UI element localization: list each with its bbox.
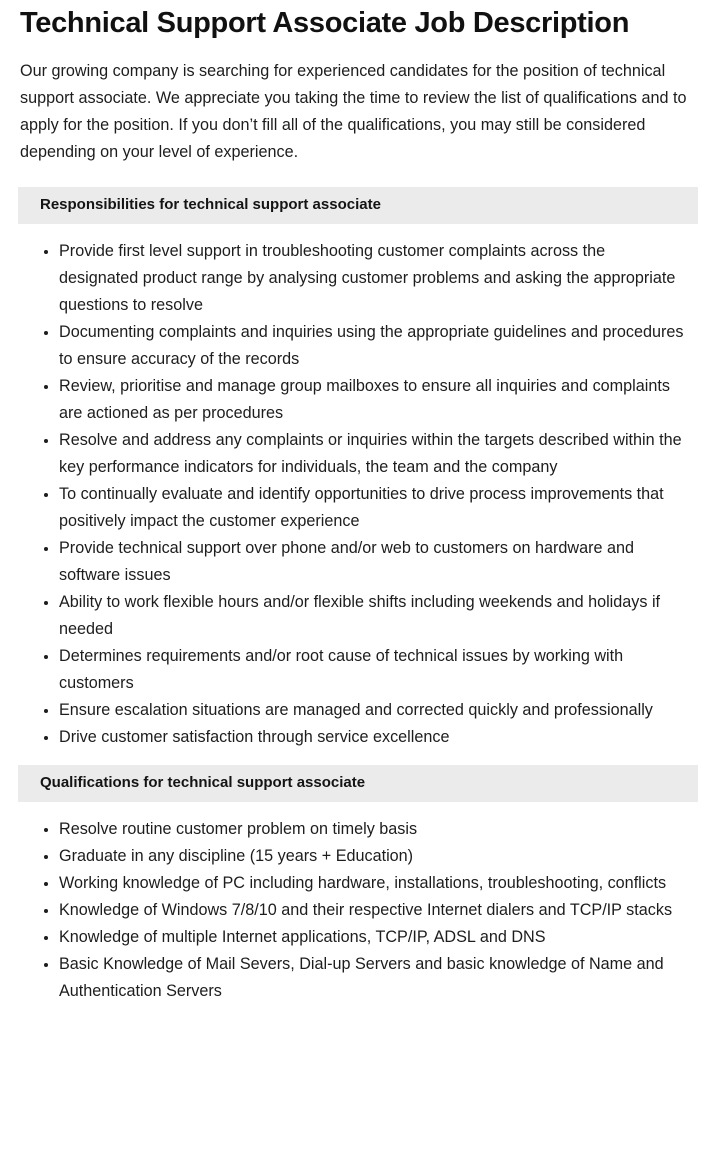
list-item: Knowledge of Windows 7/8/10 and their respective Internet dialers and TCP/IP stacks (59, 897, 688, 924)
responsibilities-list (0, 224, 720, 751)
qualifications-list (0, 802, 720, 1005)
list-item: Provide technical support over phone and/or web to customers on hardware and software issues (59, 535, 688, 589)
list-item: Provide first level support in troubleshooting customer complaints across the designated product range by analysing customer problems and asking the appropriate questions to resolve (59, 238, 688, 319)
page-title: Technical Support Associate Job Description (20, 7, 630, 39)
list-item: Determines requirements and/or root cause of technical issues by working with customers (59, 643, 688, 697)
section-heading-band-responsibilities (18, 187, 698, 224)
list-item: Documenting complaints and inquiries using the appropriate guidelines and procedures to ensure accuracy of the records (59, 319, 688, 373)
list-item: Graduate in any discipline (15 years + Education) (59, 843, 688, 870)
responsibilities-section (0, 166, 720, 751)
section-heading-responsibilities: Responsibilities for technical support associate (40, 196, 381, 213)
list-item: Resolve routine customer problem on timely basis (59, 816, 688, 843)
section-heading-band-qualifications (18, 765, 698, 802)
intro-paragraph: Our growing company is searching for experienced candidates for the position of technical support associate. We appreciate you taking the time to review the list of qualifications and to apply for the position. If you don’t fill all of the qualifications, you may still be considered depending on your level of experience. (20, 62, 687, 161)
section-heading-qualifications: Qualifications for technical support associate (40, 774, 366, 791)
list-item: To continually evaluate and identify opportunities to drive process improvements that positively impact the customer experience (59, 481, 688, 535)
list-item: Ability to work flexible hours and/or flexible shifts including weekends and holidays if needed (59, 589, 688, 643)
list-item: Basic Knowledge of Mail Severs, Dial-up Servers and basic knowledge of Name and Authentication Servers (59, 951, 688, 1005)
list-item: Working knowledge of PC including hardware, installations, troubleshooting, conflicts (59, 870, 688, 897)
list-item: Resolve and address any complaints or inquiries within the targets described within the key performance indicators for individuals, the team and the company (59, 427, 688, 481)
list-item: Ensure escalation situations are managed and corrected quickly and professionally (59, 697, 688, 724)
qualifications-section (0, 751, 720, 1005)
list-item: Drive customer satisfaction through service excellence (59, 724, 688, 751)
list-item: Knowledge of multiple Internet applications, TCP/IP, ADSL and DNS (59, 924, 688, 951)
list-item: Review, prioritise and manage group mailboxes to ensure all inquiries and complaints are actioned as per procedures (59, 373, 688, 427)
